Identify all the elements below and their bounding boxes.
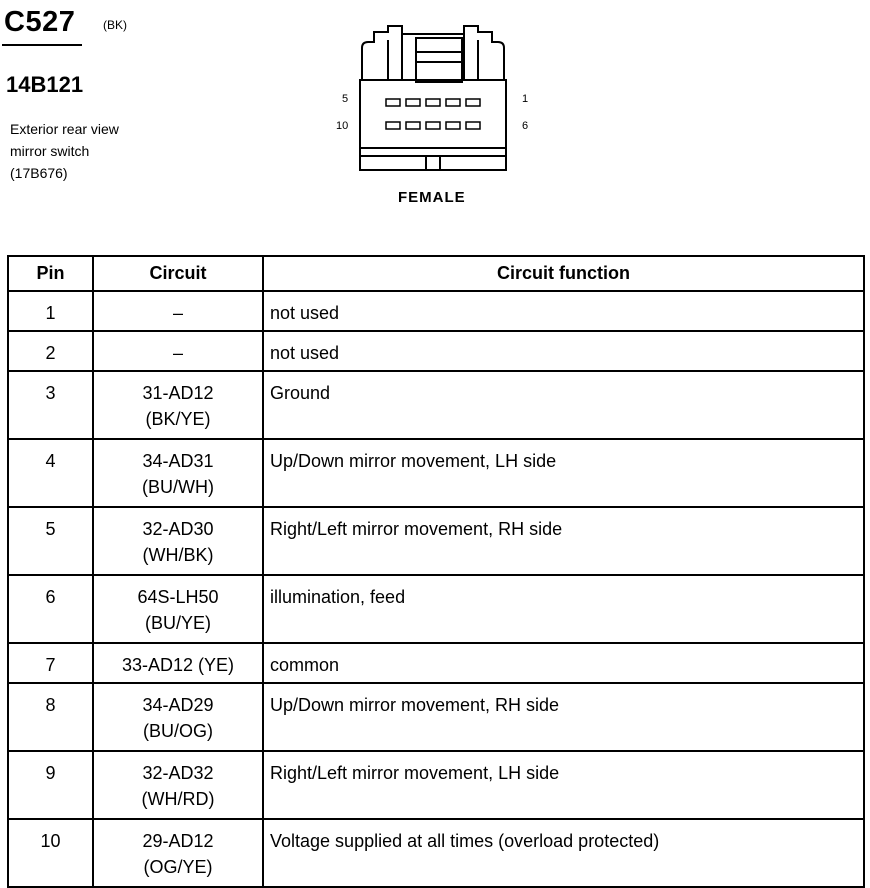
pin-cavity [406, 99, 420, 106]
table-row [8, 331, 864, 371]
pin-cavity [386, 99, 400, 106]
circuit-line: 32-AD30 [142, 519, 214, 539]
connector-id: C527 [4, 6, 76, 38]
part-number: 14B121 [6, 72, 84, 97]
description-line: Exterior rear view [10, 121, 119, 137]
circuit-id [93, 291, 263, 331]
circuit-line: – [172, 303, 183, 323]
circuit-function: Ground [263, 371, 864, 439]
circuit-line: 32-AD32 [142, 763, 214, 783]
circuit-line: 34-AD29 [142, 695, 214, 715]
circuit-id [93, 371, 263, 439]
circuit-color: (BK/YE) [145, 409, 211, 429]
circuit-id [93, 331, 263, 371]
pin-number: 7 [8, 643, 93, 683]
circuit-line: 33-AD12 (YE) [121, 655, 235, 675]
pin-cavity [466, 99, 480, 106]
circuit-function: Up/Down mirror movement, LH side [263, 439, 864, 507]
pin-cavity [426, 99, 440, 106]
component-description [10, 118, 119, 184]
pin-number: 10 [8, 819, 93, 887]
circuit-id [93, 683, 263, 751]
circuit-function: not used [263, 291, 864, 331]
circuit-id [93, 643, 263, 683]
circuit-color: (OG/YE) [143, 857, 213, 877]
connector-face-diagram [330, 18, 550, 178]
table-row [8, 819, 864, 887]
table-row [8, 751, 864, 819]
column-header-circuit: Circuit [93, 256, 263, 291]
table-row [8, 683, 864, 751]
column-header-pin: Pin [8, 256, 93, 291]
circuit-line: 29-AD12 [142, 831, 214, 851]
pin-cavity [466, 122, 480, 129]
circuit-function: Up/Down mirror movement, RH side [263, 683, 864, 751]
circuit-line: 31-AD12 [142, 383, 214, 403]
circuit-function: Right/Left mirror movement, RH side [263, 507, 864, 575]
circuit-id [93, 751, 263, 819]
pin-cavity [406, 122, 420, 129]
column-header-function: Circuit function [263, 256, 864, 291]
table-row [8, 371, 864, 439]
description-line: mirror switch [10, 143, 90, 159]
pin-number: 2 [8, 331, 93, 371]
pin-number: 6 [8, 575, 93, 643]
circuit-line: – [172, 343, 183, 363]
pin-label-1: 1 [522, 93, 529, 105]
circuit-color: (BU/OG) [143, 721, 213, 741]
pin-number: 8 [8, 683, 93, 751]
connector-color-code: (BK) [103, 18, 127, 32]
circuit-color: (WH/BK) [142, 545, 214, 565]
table-header-row [8, 256, 864, 291]
circuit-id [93, 575, 263, 643]
pin-label-6: 6 [522, 120, 529, 132]
circuit-id [93, 439, 263, 507]
table-row [8, 507, 864, 575]
pin-number: 5 [8, 507, 93, 575]
circuit-id [93, 819, 263, 887]
pin-number: 9 [8, 751, 93, 819]
circuit-function: Right/Left mirror movement, LH side [263, 751, 864, 819]
circuit-id [93, 507, 263, 575]
circuit-function: illumination, feed [263, 575, 864, 643]
table-row [8, 643, 864, 683]
pin-label-10: 10 [336, 120, 349, 132]
circuit-color: (WH/RD) [141, 789, 215, 809]
table-row [8, 575, 864, 643]
pin-number: 1 [8, 291, 93, 331]
pin-table [7, 255, 865, 888]
circuit-color: (BU/WH) [142, 477, 214, 497]
table-row [8, 439, 864, 507]
description-line: (17B676) [10, 165, 68, 181]
pin-number: 4 [8, 439, 93, 507]
circuit-line: 64S-LH50 [137, 587, 219, 607]
pin-cavity [446, 122, 460, 129]
circuit-function: not used [263, 331, 864, 371]
pin-label-5: 5 [342, 93, 349, 105]
pin-number: 3 [8, 371, 93, 439]
connector-key [426, 156, 440, 170]
circuit-line: 34-AD31 [142, 451, 214, 471]
circuit-function: common [263, 643, 864, 683]
pin-cavity [426, 122, 440, 129]
circuit-color: (BU/YE) [144, 613, 211, 633]
connector-gender-label: FEMALE [398, 189, 466, 206]
circuit-function: Voltage supplied at all times (overload protected) [263, 819, 864, 887]
connector-id-underline [2, 44, 82, 46]
pin-cavity [446, 99, 460, 106]
pin-cavity [386, 122, 400, 129]
connector-lock-tab [416, 38, 462, 82]
table-row [8, 291, 864, 331]
